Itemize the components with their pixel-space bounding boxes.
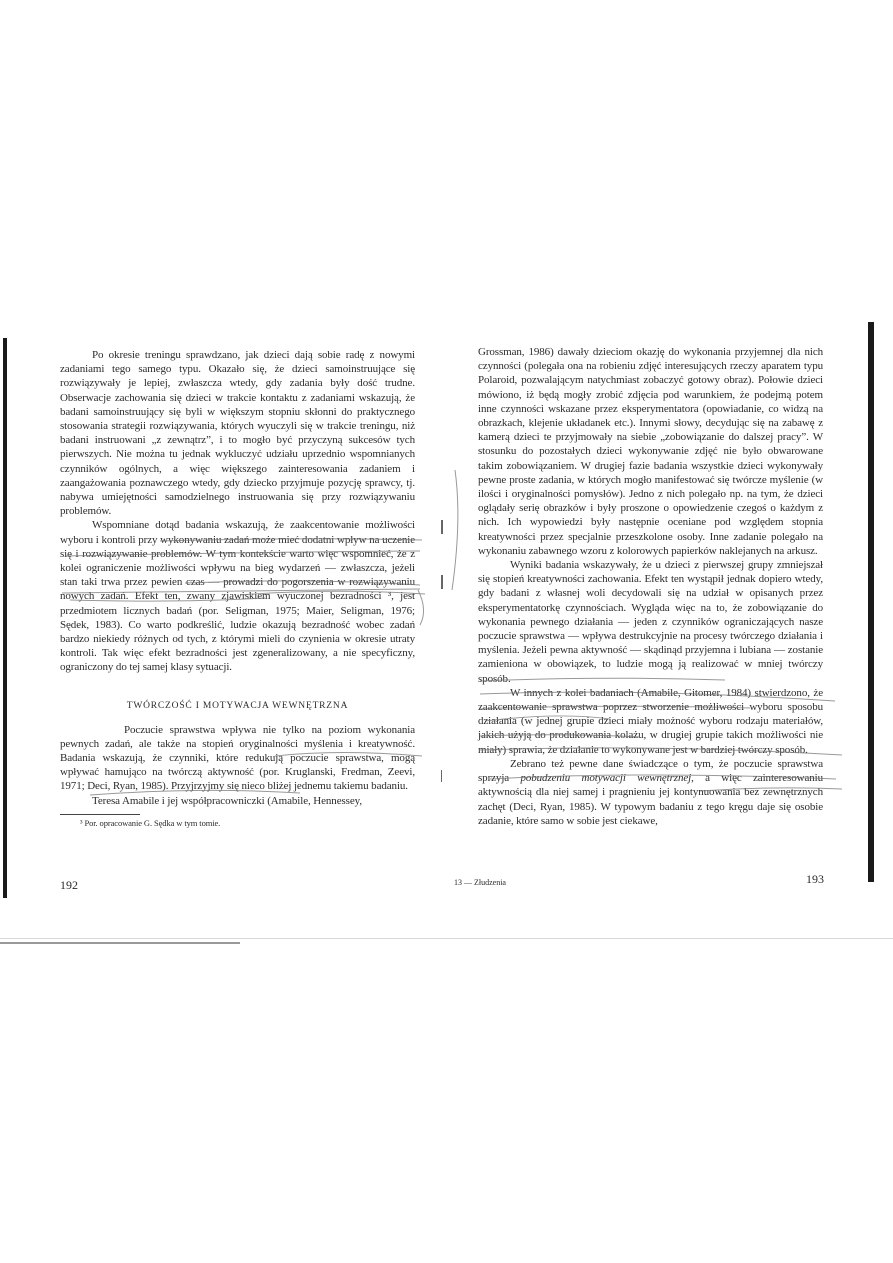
paragraph: Teresa Amabile i jej współpracowniczki (Amabile, Hennessey, (92, 794, 362, 807)
scan-edge-right (868, 322, 874, 882)
paragraph: Poczucie sprawstwa wpływa nie tylko na poziom wykonania pewnych zadań, ale także na stopień oryginalności myślenia i kreatywność. Badania wskazują, że czynniki, które redukują poczucie sprawstwa, mogą wpływać hamująco na twórczą aktywność (por. Kruglanski, Fredman, Zeevi, 1971; Deci, Ryan, 1985). Przyjrzyjmy się nieco bliżej jednemu takiemu badaniu. (60, 723, 415, 793)
section-heading: TWÓRCZOŚĆ I MOTYWACJA WEWNĘTRZNA (126, 700, 349, 711)
right-page (478, 345, 823, 828)
text-run: Zebrano też pewne dane świadczące o tym, że poczucie sprawstwa sprzyja (478, 757, 823, 785)
paragraph: Wspomniane dotąd badania wskazują, że zaakcentowanie możliwości wyboru i kontroli przy wykonywaniu zadań może mieć dodatni wpływ na uczenie się i rozwiązywanie problemów. W tym kontekście warto więc wspomnieć, że z kolei ograniczenie możliwości wpływu na bieg wydarzeń — zwłaszcza, jeżeli stan taki trwa przez pewien czas — prowadzi do pogorszenia w rozwiązywaniu nowych zadań. Efekt ten, zwany zjawiskiem wyuczonej bezradności ³, jest przedmiotem licznych badań (por. Seligman, 1975; Maier, Seligman, 1976; Sędek, 1983). Co warto podkreślić, ludzie okazują bezradność wobec zadań bardzo niekiedy różnych od tych, z którymi mieli do czynienia w okresie utraty kontroli. Tak więc efekt bezradności jest zgeneralizowany, a nie specyficzny, ograniczony do tej samej klasy sytuacji. (60, 519, 415, 674)
paragraph: W innych z kolei badaniach (Amabile, Gitomer, 1984) stwierdzono, że zaakcentowanie sprawstwa poprzez stworzenie możliwości wyboru sposobu działania (w jednej grupie dzieci miały możność wyboru rodzaju materiałów, jakich użyją do produkowania kolażu, w drugiej grupie takich możliwości nie miały) sprawia, że działanie to wykonywane jest w bardziej twórczy sposób. (478, 686, 823, 756)
pencil-scribble (418, 590, 424, 625)
signature-mark: 13 — Złudzenia (454, 878, 506, 887)
footnote-rule (60, 814, 140, 815)
paragraph: Wyniki badania wskazywały, że u dzieci z pierwszej grupy zmniejszał się stopień kreatywności zachowania. Efekt ten wystąpił jednak dopiero wtedy, gdy badani z własnej woli decydowali się na udział w opisanych przez eksperymentatorkę czynnościach. Wygląda więc na to, że zobowiązanie do wykonania pewnego działania — jeden z czynników ograniczających nasze poczucie sprawstwa — wpływa destrukcyjnie na procesy twórczego działania i myślenia. Jeżeli pewna aktywność — skądinąd przyjemna i lubiana — zostanie zamieniona w obowiązek, to ludzie mogą ją realizować w mniej twórczy sposób. (478, 559, 823, 685)
paragraph: Grossman, 1986) dawały dzieciom okazję do wykonania przyjemnej dla nich czynności (polegała ona na robieniu zdjęć interesujących rzeczy aparatem typu Polaroid, pozwalającym natychmiast zobaczyć gotowy obraz). Połowie dzieci mówiono, iż będą mogły zrobić zdjęcia pod warunkiem, że podejmą potem inne czynności wskazane przez eksperymentatora (opowiadanie, co widzą na obrazkach, klejenie układanek etc.). Innymi słowy, decydując się na zabawę z kamerą dzieci te przyjmowały na siebie „zobowiązanie do dalszej pracy”. W stosunku do pozostałych dzieci wykonywanie zdjęć nie było obwarowane takim zobowiązaniem. W drugiej fazie badania wszystkie dzieci wykonywały pewne proste zadania, w których mogło manifestować się twórcze myślenie (w ilości i oryginalności pomysłów). Jedno z nich polegało np. na tym, że dzieci oglądały serię obrazków i były proszone o opowiedzenie czegoś o każdym z nich. Ich wypowiedzi były następnie oceniane pod względem stopnia kreatywności przez specjalnie przeszkolone osoby. Inne zadanie polegało na wykonaniu zabawnego wzoru z kolorowych papierków naklejanych na arkusz. (478, 346, 823, 557)
page-number-left: 192 (60, 878, 78, 892)
scan-edge-left (3, 338, 7, 898)
gutter-mark (441, 770, 442, 782)
paragraph: Po okresie treningu sprawdzano, jak dzieci dają sobie radę z nowymi zadaniami tego samego typu. Okazało się, że dzieci samoinstruujące się rozwiązywały je lepiej, zwłaszcza wtedy, gdy zadania były dość trudne. Obserwacje zachowania się dzieci w trakcie kontaktu z zadaniami wskazują, że badani samoinstruujący się byli w większym stopniu skłonni do praktycznego stosowania strategii rozwiązywania, których wyuczyli się w trakcie treningu, niż badani instruowani „z zewnątrz”, i to mogło być przyczyną sukcesów tych pierwszych. Nie można tu jednak wykluczyć udziału uprzednio wspomnianych czynników ogólnych, a więc większego zainteresowania zadaniem i zaangażowania poznawczego wtedy, gdy dziecko przyjmuje pozycję sprawcy, tj. nabywa umiejętności samodzielnego instruowania się przy rozwiązywaniu problemów. (60, 349, 415, 518)
left-page (60, 348, 415, 829)
scan-bottom-shadow (0, 942, 240, 944)
pencil-scribble (452, 470, 458, 590)
italic-phrase: pobudzeniu motywacji wewnętrznej (520, 772, 692, 785)
gutter-mark (441, 575, 443, 589)
gutter-mark (441, 520, 443, 534)
page-number-right: 193 (806, 872, 824, 886)
paragraph (478, 757, 823, 828)
footnote: ³ Por. opracowanie G. Sędka w tym tomie. (80, 817, 221, 828)
text-run: , a więc zainteresowaniu aktywnością dla niej samej i pragnieniu jej kontynuowania bez zewnętrznych zachęt (Deci, Ryan, 1985). W typowym badaniu z tego kręgu daje się osobie zadanie, które samo w sobie jest ciekawe, (478, 772, 823, 827)
scan-bottom-edge (0, 938, 893, 939)
